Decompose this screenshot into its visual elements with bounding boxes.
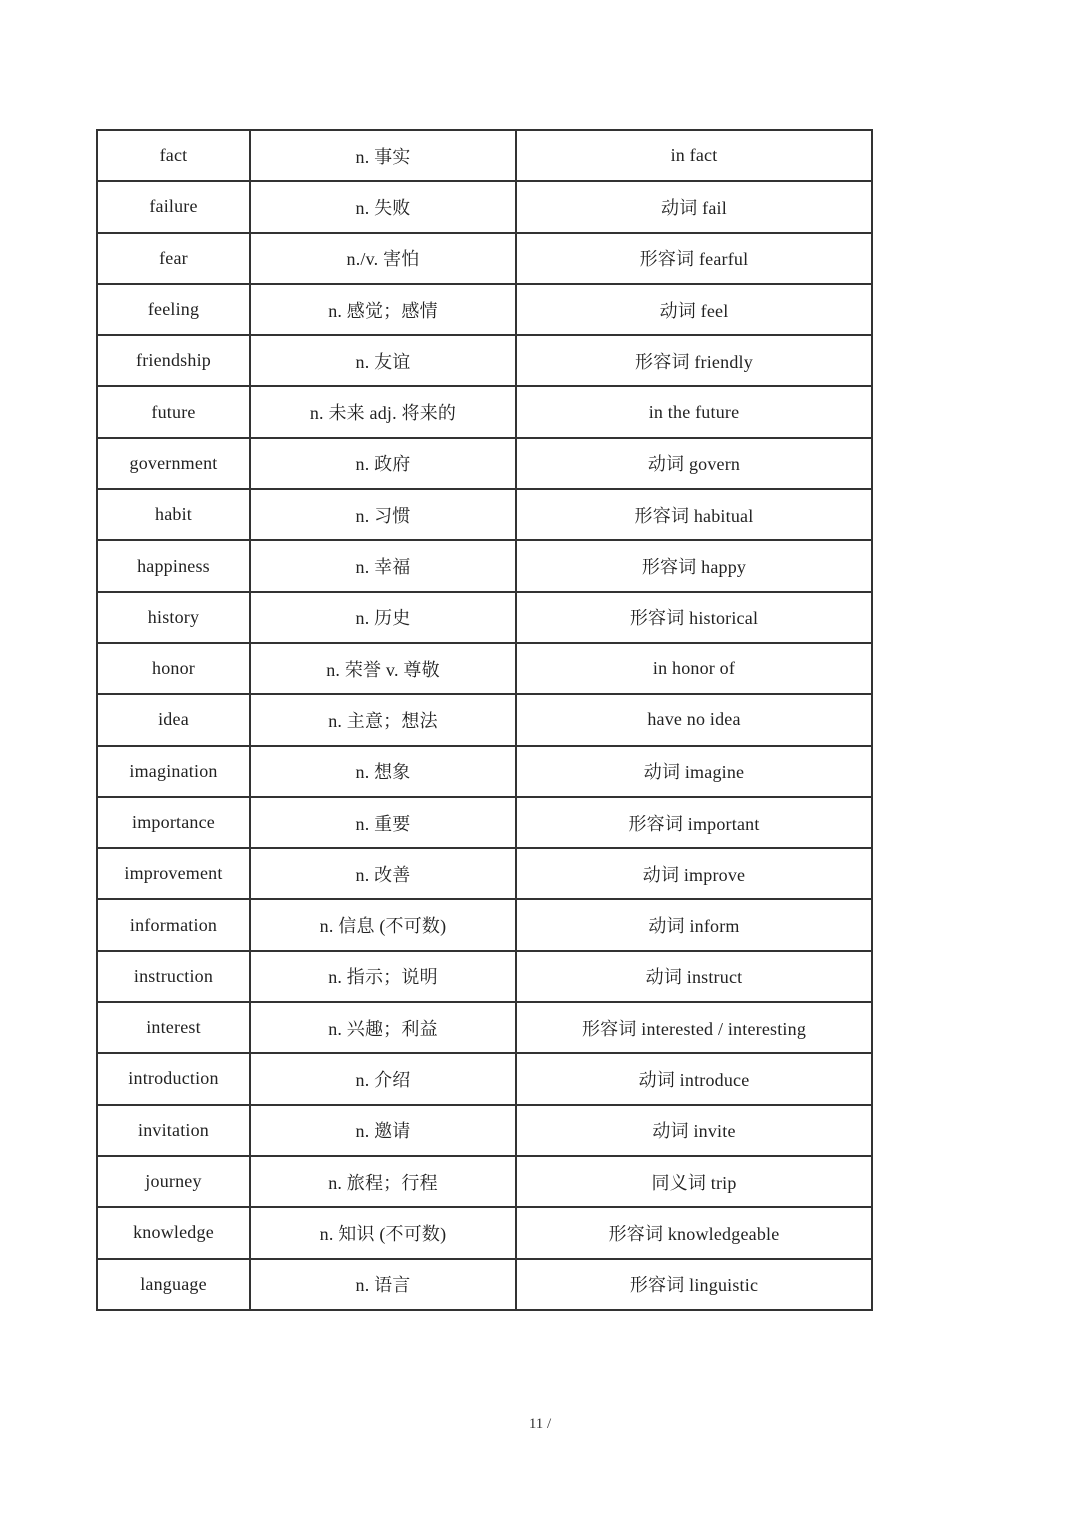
- table-row: [97, 489, 872, 540]
- meaning-cell: n. 介绍: [250, 1053, 516, 1104]
- related-form-cell: in the future: [516, 386, 872, 437]
- table-row: [97, 1156, 872, 1207]
- related-form-cell: in fact: [516, 130, 872, 181]
- word-cell: history: [97, 592, 250, 643]
- meaning-cell: n. 历史: [250, 592, 516, 643]
- table-row: [97, 438, 872, 489]
- related-form-cell: 形容词 important: [516, 797, 872, 848]
- word-cell: instruction: [97, 951, 250, 1002]
- meaning-cell: n. 主意；想法: [250, 694, 516, 745]
- word-cell: language: [97, 1259, 250, 1310]
- word-cell: habit: [97, 489, 250, 540]
- vocabulary-table: [96, 129, 873, 1311]
- word-cell: honor: [97, 643, 250, 694]
- related-form-cell: 动词 improve: [516, 848, 872, 899]
- word-cell: failure: [97, 181, 250, 232]
- meaning-cell: n. 语言: [250, 1259, 516, 1310]
- word-cell: happiness: [97, 540, 250, 591]
- table-row: [97, 1002, 872, 1053]
- related-form-cell: 动词 instruct: [516, 951, 872, 1002]
- word-cell: friendship: [97, 335, 250, 386]
- word-cell: improvement: [97, 848, 250, 899]
- word-cell: government: [97, 438, 250, 489]
- meaning-cell: n. 感觉；感情: [250, 284, 516, 335]
- related-form-cell: 形容词 fearful: [516, 233, 872, 284]
- related-form-cell: 形容词 knowledgeable: [516, 1207, 872, 1258]
- meaning-cell: n. 未来 adj. 将来的: [250, 386, 516, 437]
- related-form-cell: 动词 fail: [516, 181, 872, 232]
- meaning-cell: n. 幸福: [250, 540, 516, 591]
- page-number: 11 /: [528, 1416, 552, 1432]
- word-cell: fear: [97, 233, 250, 284]
- meaning-cell: n. 习惯: [250, 489, 516, 540]
- related-form-cell: in honor of: [516, 643, 872, 694]
- meaning-cell: n. 邀请: [250, 1105, 516, 1156]
- related-form-cell: 动词 feel: [516, 284, 872, 335]
- table-row: [97, 694, 872, 745]
- word-cell: journey: [97, 1156, 250, 1207]
- meaning-cell: n. 政府: [250, 438, 516, 489]
- related-form-cell: 形容词 happy: [516, 540, 872, 591]
- meaning-cell: n. 重要: [250, 797, 516, 848]
- meaning-cell: n. 指示；说明: [250, 951, 516, 1002]
- word-cell: idea: [97, 694, 250, 745]
- word-cell: imagination: [97, 746, 250, 797]
- table-row: [97, 899, 872, 950]
- table-row: [97, 1207, 872, 1258]
- related-form-cell: 形容词 historical: [516, 592, 872, 643]
- table-row: [97, 643, 872, 694]
- table-row: [97, 181, 872, 232]
- related-form-cell: 动词 imagine: [516, 746, 872, 797]
- meaning-cell: n. 失败: [250, 181, 516, 232]
- word-cell: interest: [97, 1002, 250, 1053]
- table-row: [97, 1053, 872, 1104]
- table-row: [97, 951, 872, 1002]
- word-cell: future: [97, 386, 250, 437]
- meaning-cell: n. 信息 (不可数): [250, 899, 516, 950]
- vocabulary-table-body: [97, 130, 872, 1310]
- table-row: [97, 1105, 872, 1156]
- table-row: [97, 797, 872, 848]
- related-form-cell: 形容词 friendly: [516, 335, 872, 386]
- word-cell: invitation: [97, 1105, 250, 1156]
- meaning-cell: n. 事实: [250, 130, 516, 181]
- table-row: [97, 284, 872, 335]
- related-form-cell: 形容词 interested / interesting: [516, 1002, 872, 1053]
- word-cell: introduction: [97, 1053, 250, 1104]
- meaning-cell: n. 改善: [250, 848, 516, 899]
- table-row: [97, 848, 872, 899]
- meaning-cell: n. 想象: [250, 746, 516, 797]
- word-cell: fact: [97, 130, 250, 181]
- related-form-cell: 动词 govern: [516, 438, 872, 489]
- related-form-cell: 动词 introduce: [516, 1053, 872, 1104]
- related-form-cell: 形容词 linguistic: [516, 1259, 872, 1310]
- related-form-cell: 同义词 trip: [516, 1156, 872, 1207]
- table-row: [97, 540, 872, 591]
- meaning-cell: n. 知识 (不可数): [250, 1207, 516, 1258]
- word-cell: knowledge: [97, 1207, 250, 1258]
- meaning-cell: n. 兴趣；利益: [250, 1002, 516, 1053]
- table-row: [97, 386, 872, 437]
- word-cell: feeling: [97, 284, 250, 335]
- related-form-cell: have no idea: [516, 694, 872, 745]
- related-form-cell: 动词 inform: [516, 899, 872, 950]
- meaning-cell: n. 旅程；行程: [250, 1156, 516, 1207]
- table-row: [97, 335, 872, 386]
- related-form-cell: 形容词 habitual: [516, 489, 872, 540]
- table-row: [97, 1259, 872, 1310]
- word-cell: importance: [97, 797, 250, 848]
- related-form-cell: 动词 invite: [516, 1105, 872, 1156]
- word-cell: information: [97, 899, 250, 950]
- table-row: [97, 130, 872, 181]
- table-row: [97, 592, 872, 643]
- table-row: [97, 746, 872, 797]
- meaning-cell: n./v. 害怕: [250, 233, 516, 284]
- meaning-cell: n. 友谊: [250, 335, 516, 386]
- table-row: [97, 233, 872, 284]
- meaning-cell: n. 荣誉 v. 尊敬: [250, 643, 516, 694]
